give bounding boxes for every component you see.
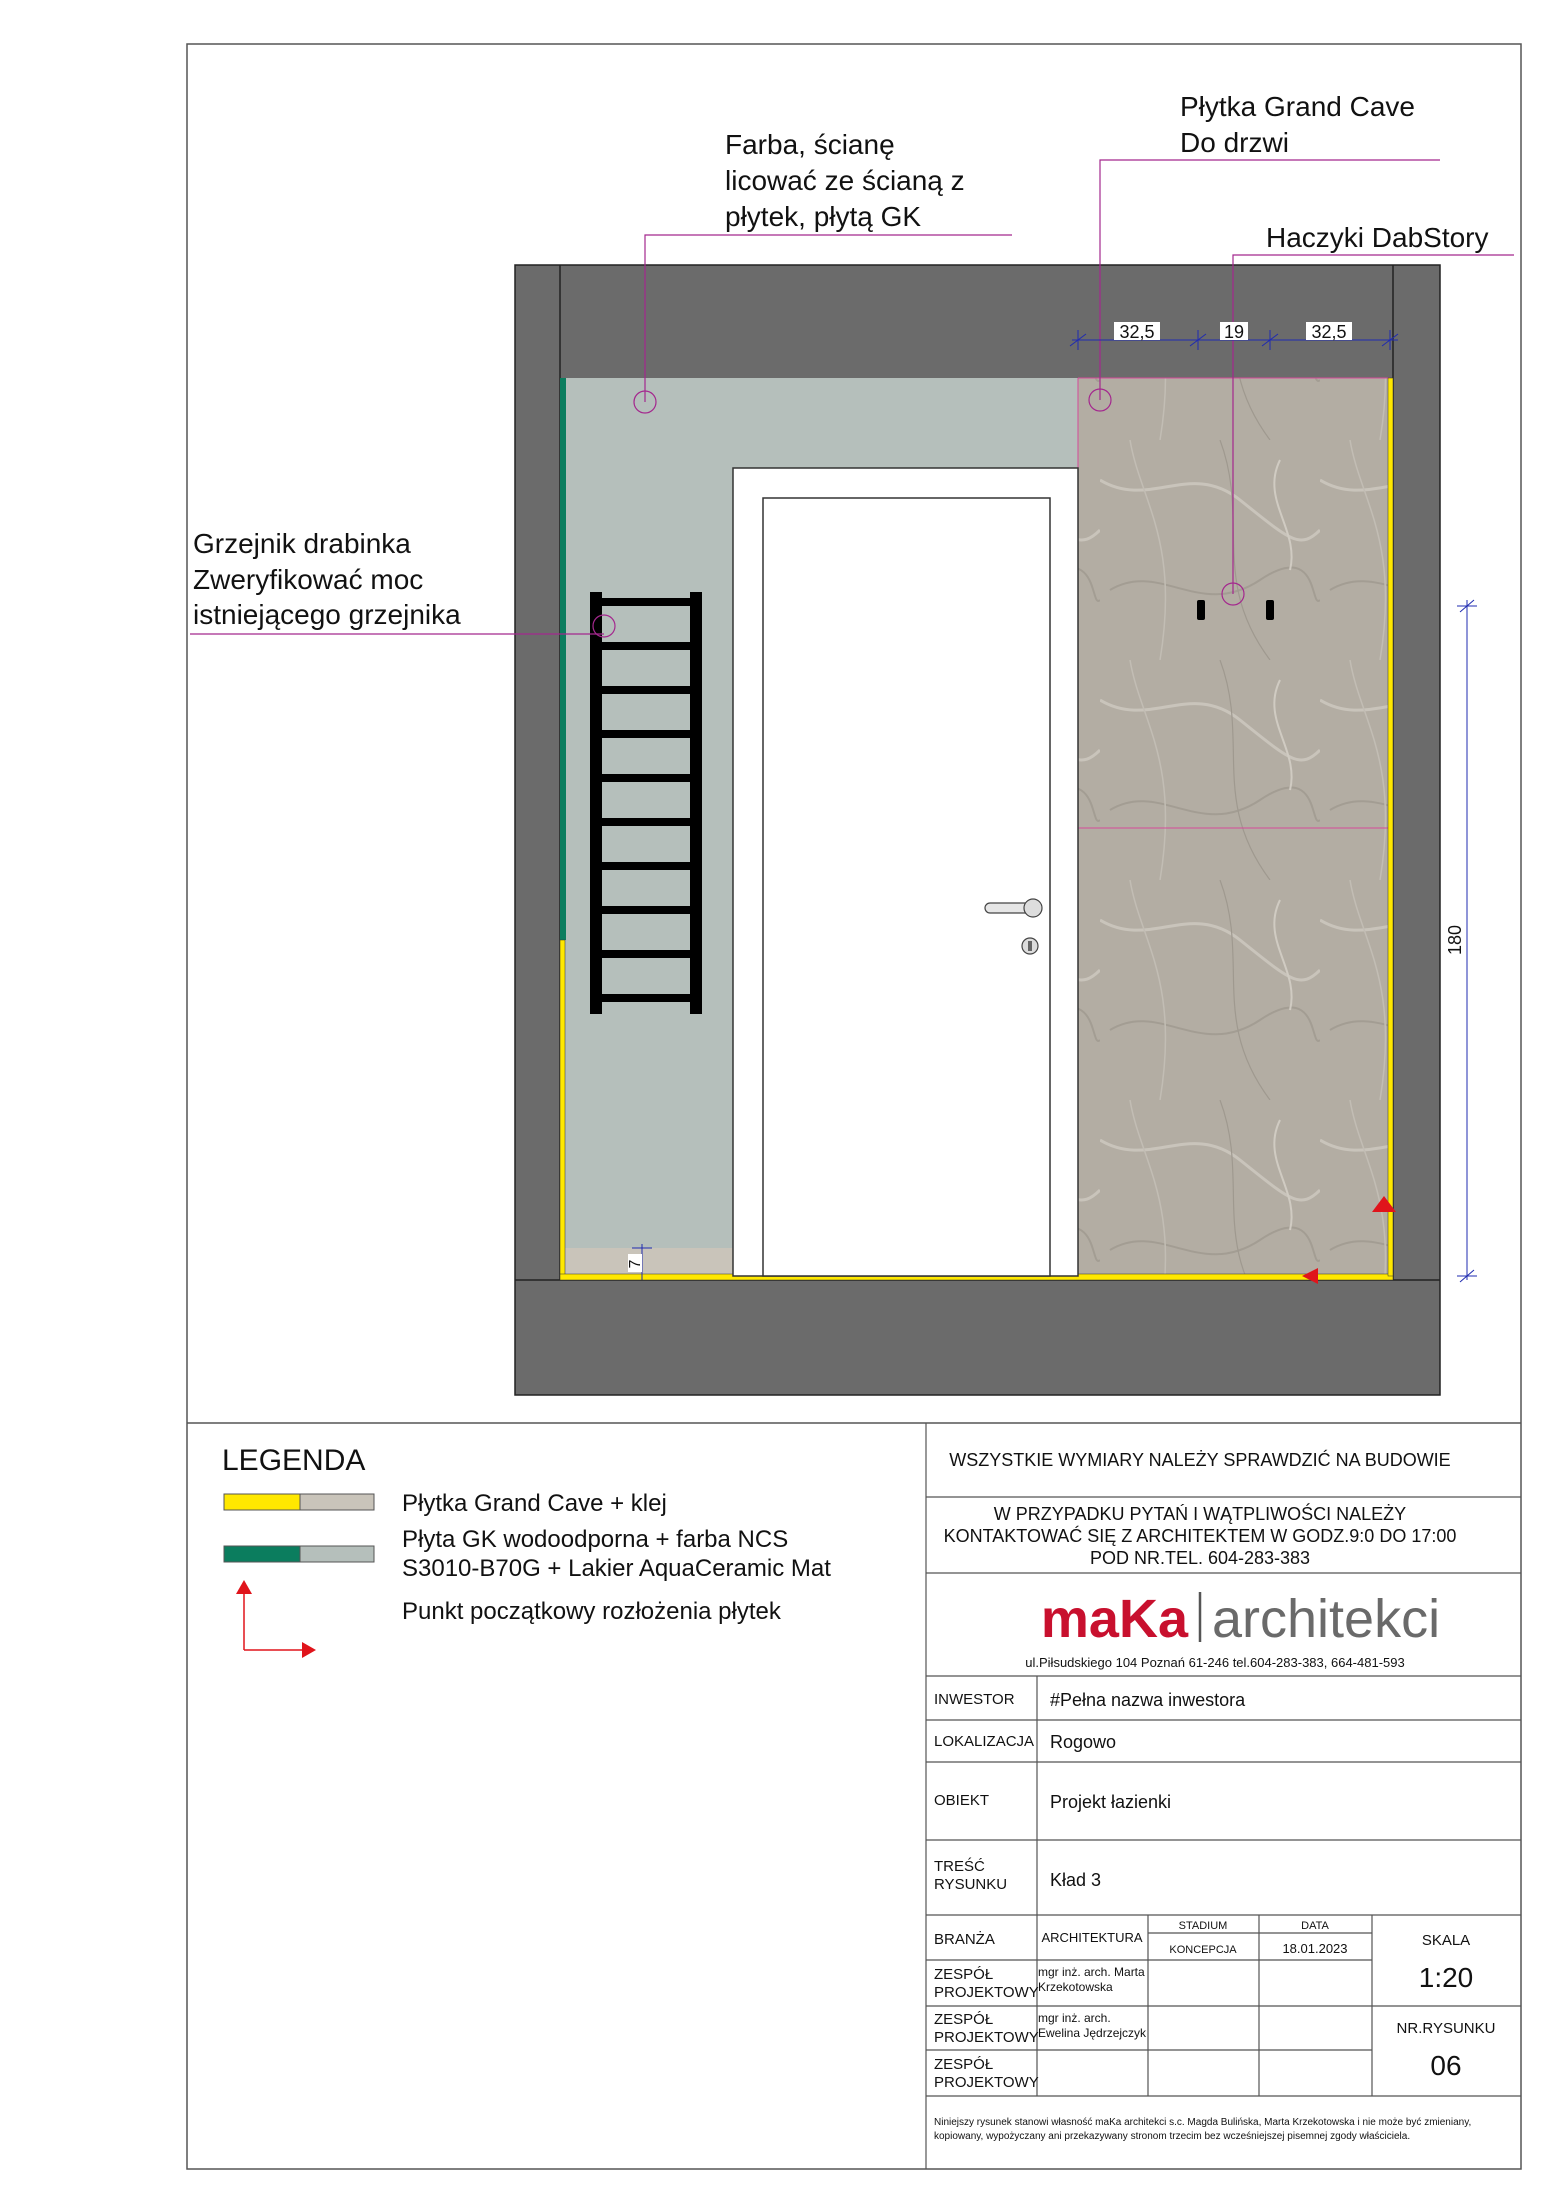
logo-architekci: architekci — [1212, 1589, 1441, 1649]
tile-line-right — [1388, 378, 1393, 1276]
note-radiator-3: istniejącego grzejnika — [193, 599, 461, 630]
label-skala: SKALA — [1421, 1932, 1471, 1949]
footer-ownership-1: Niniejszy rysunek stanowi własność maKa architekci s.c. Magda Bulińska, Marta Krzekotowska i nie może być zmieniany, — [934, 2117, 1472, 2128]
legend-title: LEGENDA — [222, 1444, 366, 1477]
footer-ownership-2: kopiowany, wypożyczany ani przekazywany stronom trzecim bez wcześniejszej pisemnej zgody właściciela. — [934, 2131, 1411, 2142]
value-stadium: KONCEPCJA — [1169, 1944, 1237, 1956]
label-zespol-2b: PROJEKTOWY — [934, 2029, 1039, 2046]
legend-item-marker: Punkt początkowy rozłożenia płytek — [402, 1598, 781, 1625]
legend-item-gk-2: S3010-B70G + Lakier AquaCeramic Mat — [402, 1555, 831, 1582]
label-zespol-3b: PROJEKTOWY — [934, 2074, 1039, 2091]
hook-left — [1197, 600, 1205, 620]
value-branza: ARCHITEKTURA — [1041, 1930, 1143, 1945]
value-nr-rysunku: 06 — [1430, 2050, 1462, 2081]
label-data: DATA — [1301, 1920, 1329, 1932]
dim-label-3: 32,5 — [1311, 322, 1347, 342]
hook-right — [1266, 600, 1274, 620]
note-hooks: Haczyki DabStory — [1266, 222, 1489, 253]
dim-label-bottom: 7 — [627, 1259, 644, 1269]
logo-maka: maKa — [1040, 1589, 1188, 1649]
legend — [222, 1444, 831, 1658]
office-address: ul.Piłsudskiego 104 Poznań 61-246 tel.604-283-383, 664-481-593 — [1025, 1655, 1405, 1670]
green-board-line — [560, 378, 566, 940]
note-radiator-1: Grzejnik drabinka — [193, 528, 411, 559]
label-zespol-2a: ZESPÓŁ — [934, 2011, 994, 2028]
value-obiekt: Projekt łazienki — [1050, 1792, 1172, 1812]
label-branza: BRANŻA — [934, 1931, 995, 1948]
dim-label-1: 32,5 — [1119, 322, 1155, 342]
value-data: 18.01.2023 — [1282, 1941, 1348, 1956]
note-paint-1: Farba, ścianę — [725, 129, 895, 160]
label-inwestor: INWESTOR — [934, 1691, 1015, 1708]
value-lokalizacja: Rogowo — [1050, 1732, 1117, 1752]
value-zespol-1a: mgr inż. arch. Marta — [1038, 1965, 1145, 1979]
note-radiator-2: Zweryfikować moc — [193, 564, 424, 595]
value-inwestor: #Pełna nazwa inwestora — [1050, 1690, 1246, 1710]
notice-contact-3: POD NR.TEL. 604-283-383 — [1089, 1548, 1311, 1568]
label-nr-rysunku: NR.RYSUNKU — [1396, 2020, 1496, 2037]
note-tile-1: Płytka Grand Cave — [1180, 91, 1415, 122]
dim-label-2: 19 — [1223, 322, 1245, 342]
note-paint-2: licować ze ścianą z — [725, 165, 965, 196]
value-zespol-1b: Krzekotowska — [1038, 1980, 1113, 1994]
label-zespol-1b: PROJEKTOWY — [934, 1984, 1039, 2001]
label-stadium: STADIUM — [1178, 1920, 1228, 1932]
elevation-drawing — [190, 160, 1514, 1395]
tile-line-left — [560, 940, 565, 1276]
label-tresc-2: RYSUNKU — [934, 1876, 1008, 1893]
notice-check-dimensions: WSZYSTKIE WYMIARY NALEŻY SPRAWDZIĆ NA BUDOWIE — [949, 1450, 1451, 1470]
door-leaf — [763, 498, 1050, 1276]
floor-tile-strip — [565, 1248, 733, 1276]
value-tresc: Kład 3 — [1050, 1870, 1102, 1890]
label-zespol-1a: ZESPÓŁ — [934, 1966, 994, 1983]
label-obiekt: OBIEKT — [934, 1792, 990, 1809]
label-tresc-1: TREŚĆ — [934, 1858, 985, 1875]
notice-contact-2: KONTAKTOWAĆ SIĘ Z ARCHITEKTEM W GODZ.9:0 DO 17:00 — [943, 1526, 1457, 1546]
note-tile-2: Do drzwi — [1180, 127, 1289, 158]
value-zespol-2b: Ewelina Jędrzejczyk — [1038, 2026, 1147, 2040]
value-zespol-2a: mgr inż. arch. — [1038, 2011, 1111, 2025]
note-paint-3: płytek, płytą GK — [725, 201, 922, 232]
legend-item-tile: Płytka Grand Cave + klej — [402, 1490, 667, 1517]
label-lokalizacja: LOKALIZACJA — [934, 1733, 1035, 1750]
notice-contact-1: W PRZYPADKU PYTAŃ I WĄTPLIWOŚCI NALEŻY — [993, 1504, 1407, 1524]
legend-item-gk-1: Płyta GK wodoodporna + farba NCS — [402, 1526, 789, 1553]
value-skala: 1:20 — [1418, 1962, 1474, 1993]
dim-label-height: 180 — [1445, 924, 1465, 956]
tile-area — [1078, 378, 1390, 1276]
label-zespol-3a: ZESPÓŁ — [934, 2056, 994, 2073]
